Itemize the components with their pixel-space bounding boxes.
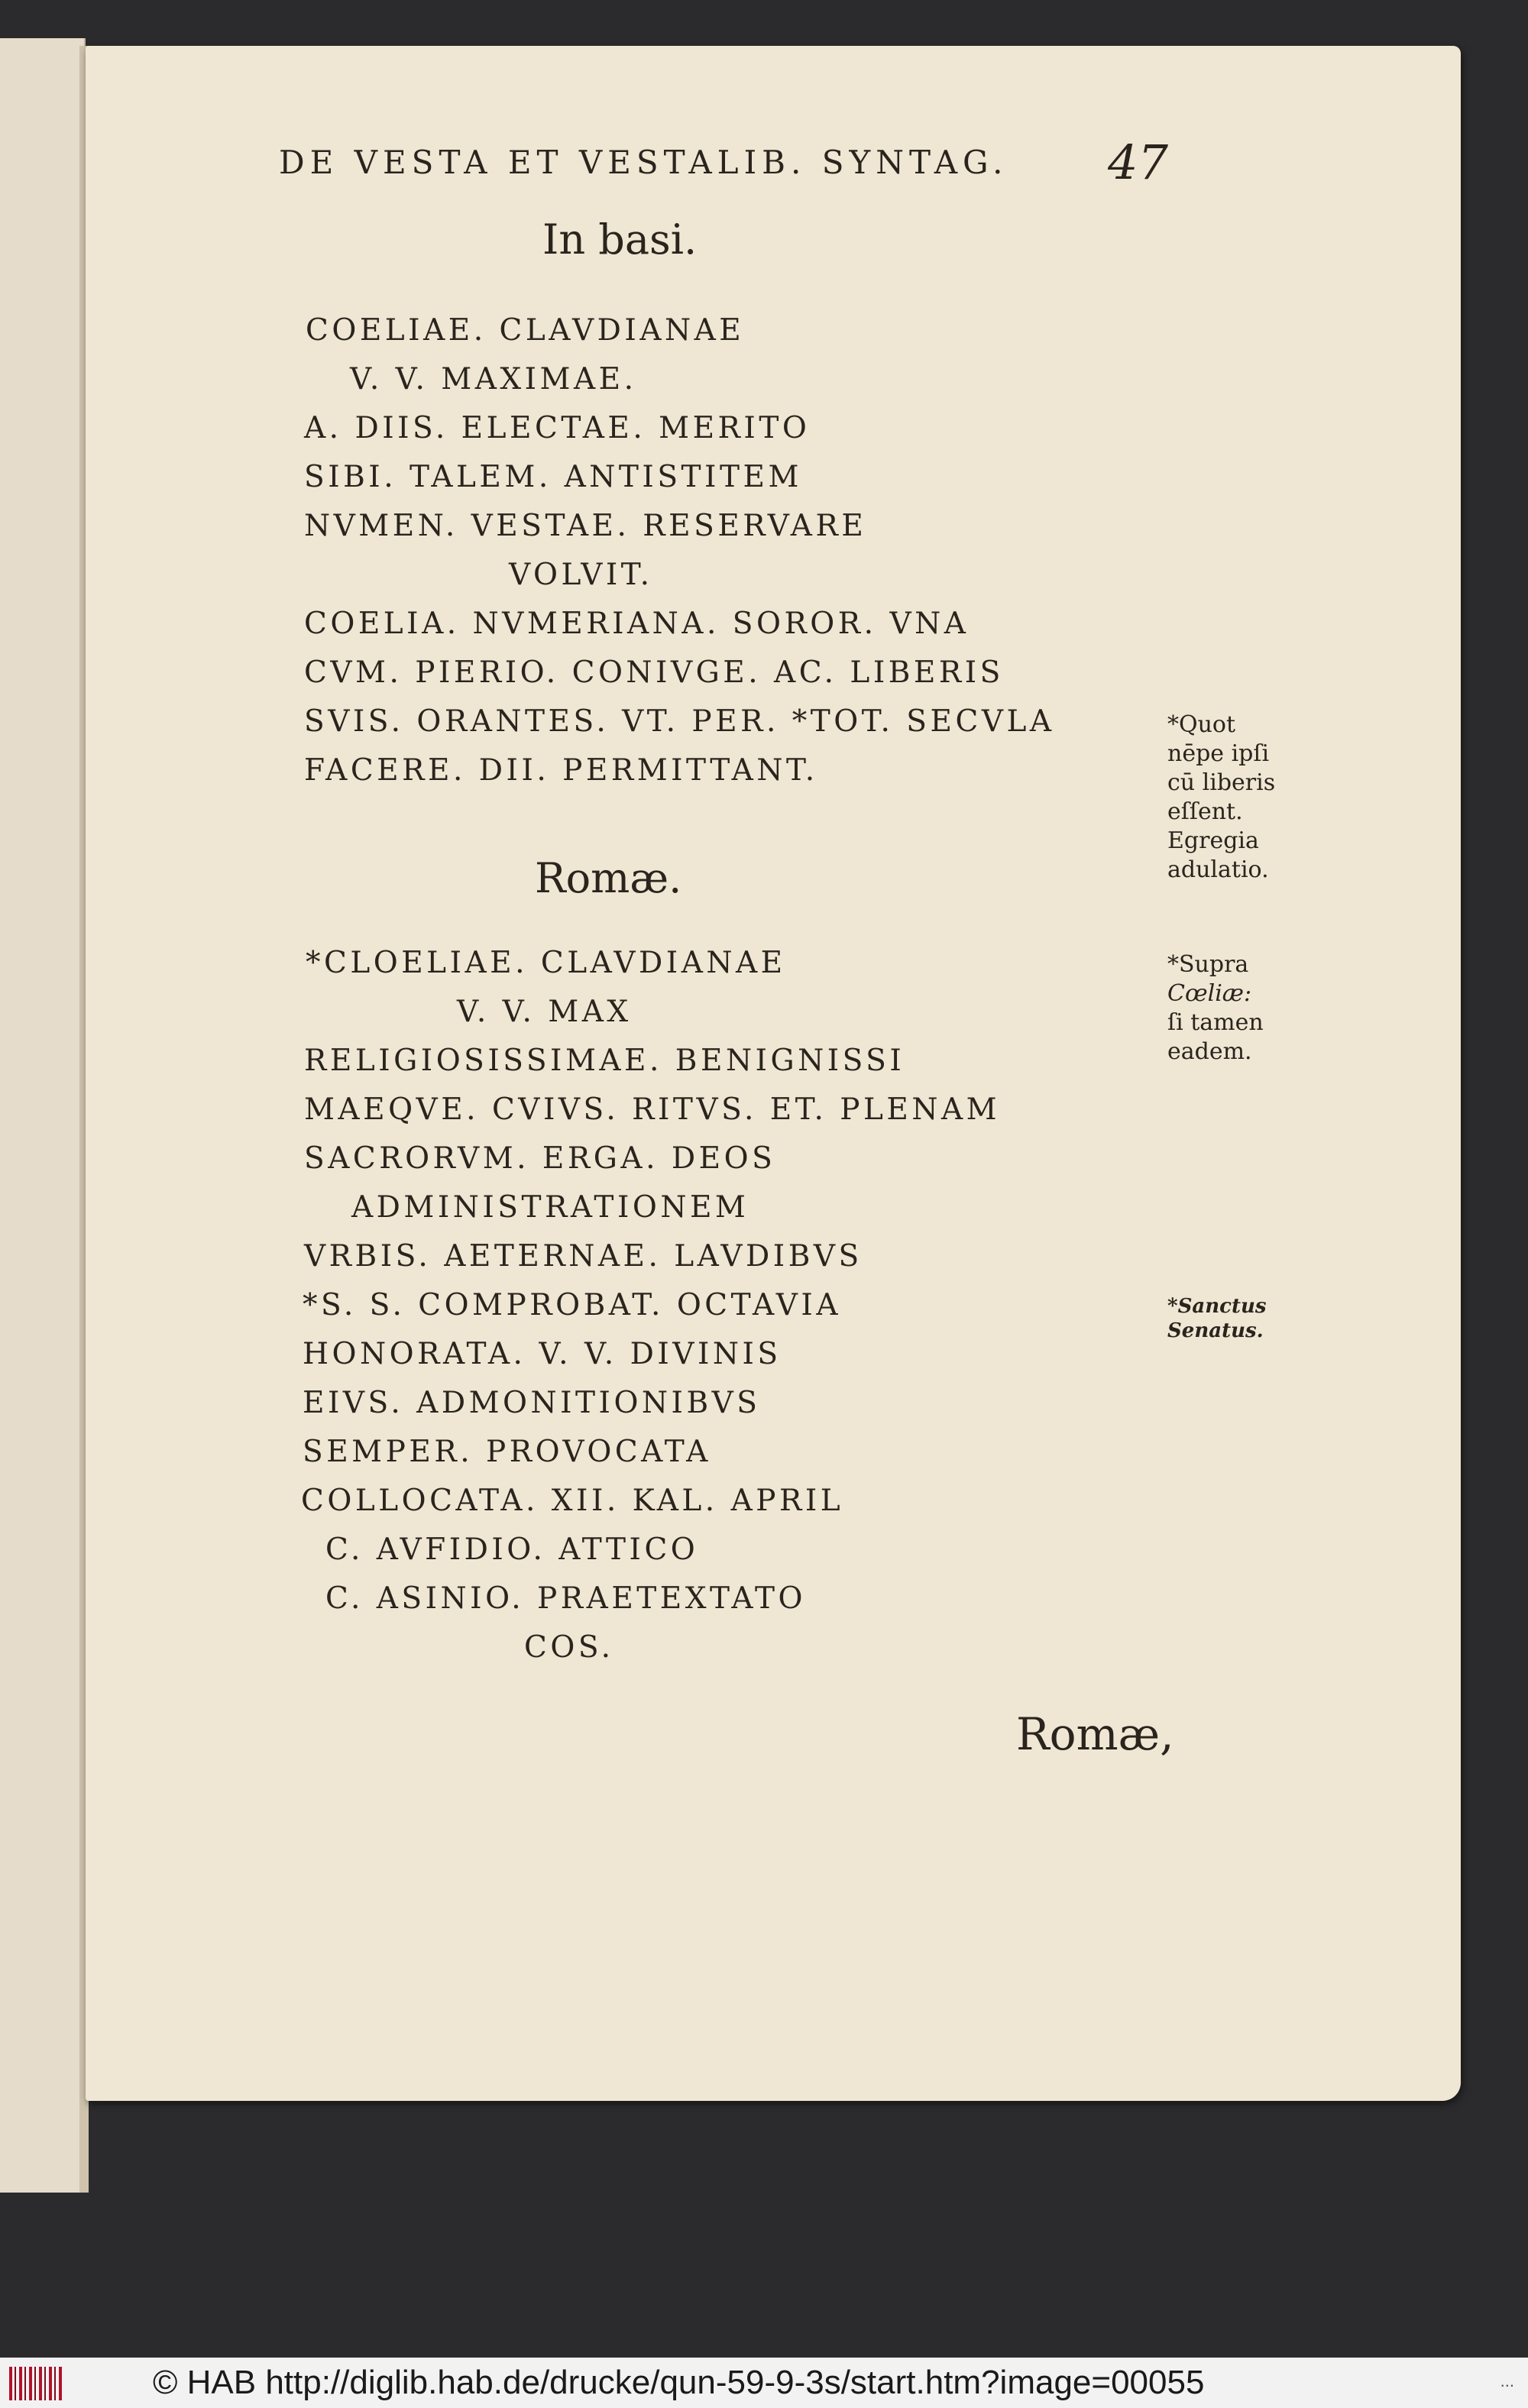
inscription-line: VOLVIT. <box>509 558 653 592</box>
note-line: ſi tamen <box>1167 1009 1264 1036</box>
note-line: *Supra <box>1167 951 1249 978</box>
inscription-line: MAEQVE. CVIVS. RITVS. ET. PLENAM <box>304 1092 1001 1127</box>
note-line: adulatio. <box>1167 856 1269 883</box>
inscription-line: SACRORVM. ERGA. DEOS <box>304 1141 776 1176</box>
inscription-line: *S. S. COMPROBAT. OCTAVIA <box>303 1288 841 1322</box>
inscription-line: COELIA. NVMERIANA. SOROR. VNA <box>304 607 970 641</box>
viewer-footer <box>0 2358 1528 2408</box>
inscription-line: ADMINISTRATIONEM <box>351 1190 749 1225</box>
inscription-line: SVIS. ORANTES. VT. PER. *TOT. SECVLA <box>304 704 1055 739</box>
heading-romae: Romæ. <box>535 854 682 902</box>
inscription-line: A. DIIS. ELECTAE. MERITO <box>304 411 811 445</box>
inscription-line: *CLOELIAE. CLAVDIANAE <box>306 946 786 980</box>
inscription-line: VRBIS. AETERNAE. LAVDIBVS <box>304 1239 863 1274</box>
heading-in-basi: In basi. <box>542 215 698 264</box>
inscription-line: V. V. MAXIMAE. <box>350 362 637 396</box>
note-line: *Sanctus <box>1167 1295 1267 1318</box>
inscription-line: SIBI. TALEM. ANTISTITEM <box>304 460 802 494</box>
hab-logo-icon <box>9 2367 64 2400</box>
margin-note-sanctus <box>1167 1294 1267 1343</box>
inscription-line: COLLOCATA. XII. KAL. APRIL <box>301 1484 844 1518</box>
inscription-line: C. ASINIO. PRAETEXTATO <box>325 1581 806 1616</box>
inscription-line: CVM. PIERIO. CONIVGE. AC. LIBERIS <box>304 655 1004 690</box>
inscription-line: HONORATA. V. V. DIVINIS <box>303 1337 782 1371</box>
inscription-line: RELIGIOSISSIMAE. BENIGNISSI <box>304 1044 905 1078</box>
more-icon[interactable]: ... <box>1500 2371 1514 2390</box>
inscription-line: SEMPER. PROVOCATA <box>303 1435 711 1469</box>
note-line: Egregia <box>1167 827 1259 854</box>
note-line: nēpe ipſi <box>1167 740 1270 767</box>
note-line: Cœliæ: <box>1167 980 1252 1007</box>
inscription-line: COS. <box>524 1630 614 1665</box>
left-page-edge <box>0 38 86 2193</box>
note-line: eadem. <box>1167 1038 1252 1065</box>
note-line: cū liberis <box>1167 769 1276 796</box>
inscription-line: COELIAE. CLAVDIANAE <box>306 313 745 348</box>
note-line: eſſent. <box>1167 798 1243 825</box>
page-number: 47 <box>1108 134 1168 190</box>
inscription-line: V. V. MAX <box>457 995 632 1029</box>
margin-note-quot <box>1167 710 1275 885</box>
running-head: DE VESTA ET VESTALIB. SYNTAG. <box>279 144 1008 181</box>
note-line: *Quot <box>1167 711 1236 738</box>
inscription-line: EIVS. ADMONITIONIBVS <box>303 1386 761 1420</box>
catchword: Romæ, <box>1016 1708 1174 1760</box>
copyright-url[interactable]: © HAB http://diglib.hab.de/drucke/qun-59-9-3s/start.htm?image=00055 <box>153 2364 1205 2401</box>
inscription-line: C. AVFIDIO. ATTICO <box>325 1533 699 1567</box>
note-line: Senatus. <box>1167 1319 1264 1342</box>
inscription-line: FACERE. DII. PERMITTANT. <box>304 753 818 788</box>
margin-note-supra <box>1167 950 1264 1066</box>
inscription-line: NVMEN. VESTAE. RESERVARE <box>304 509 867 543</box>
